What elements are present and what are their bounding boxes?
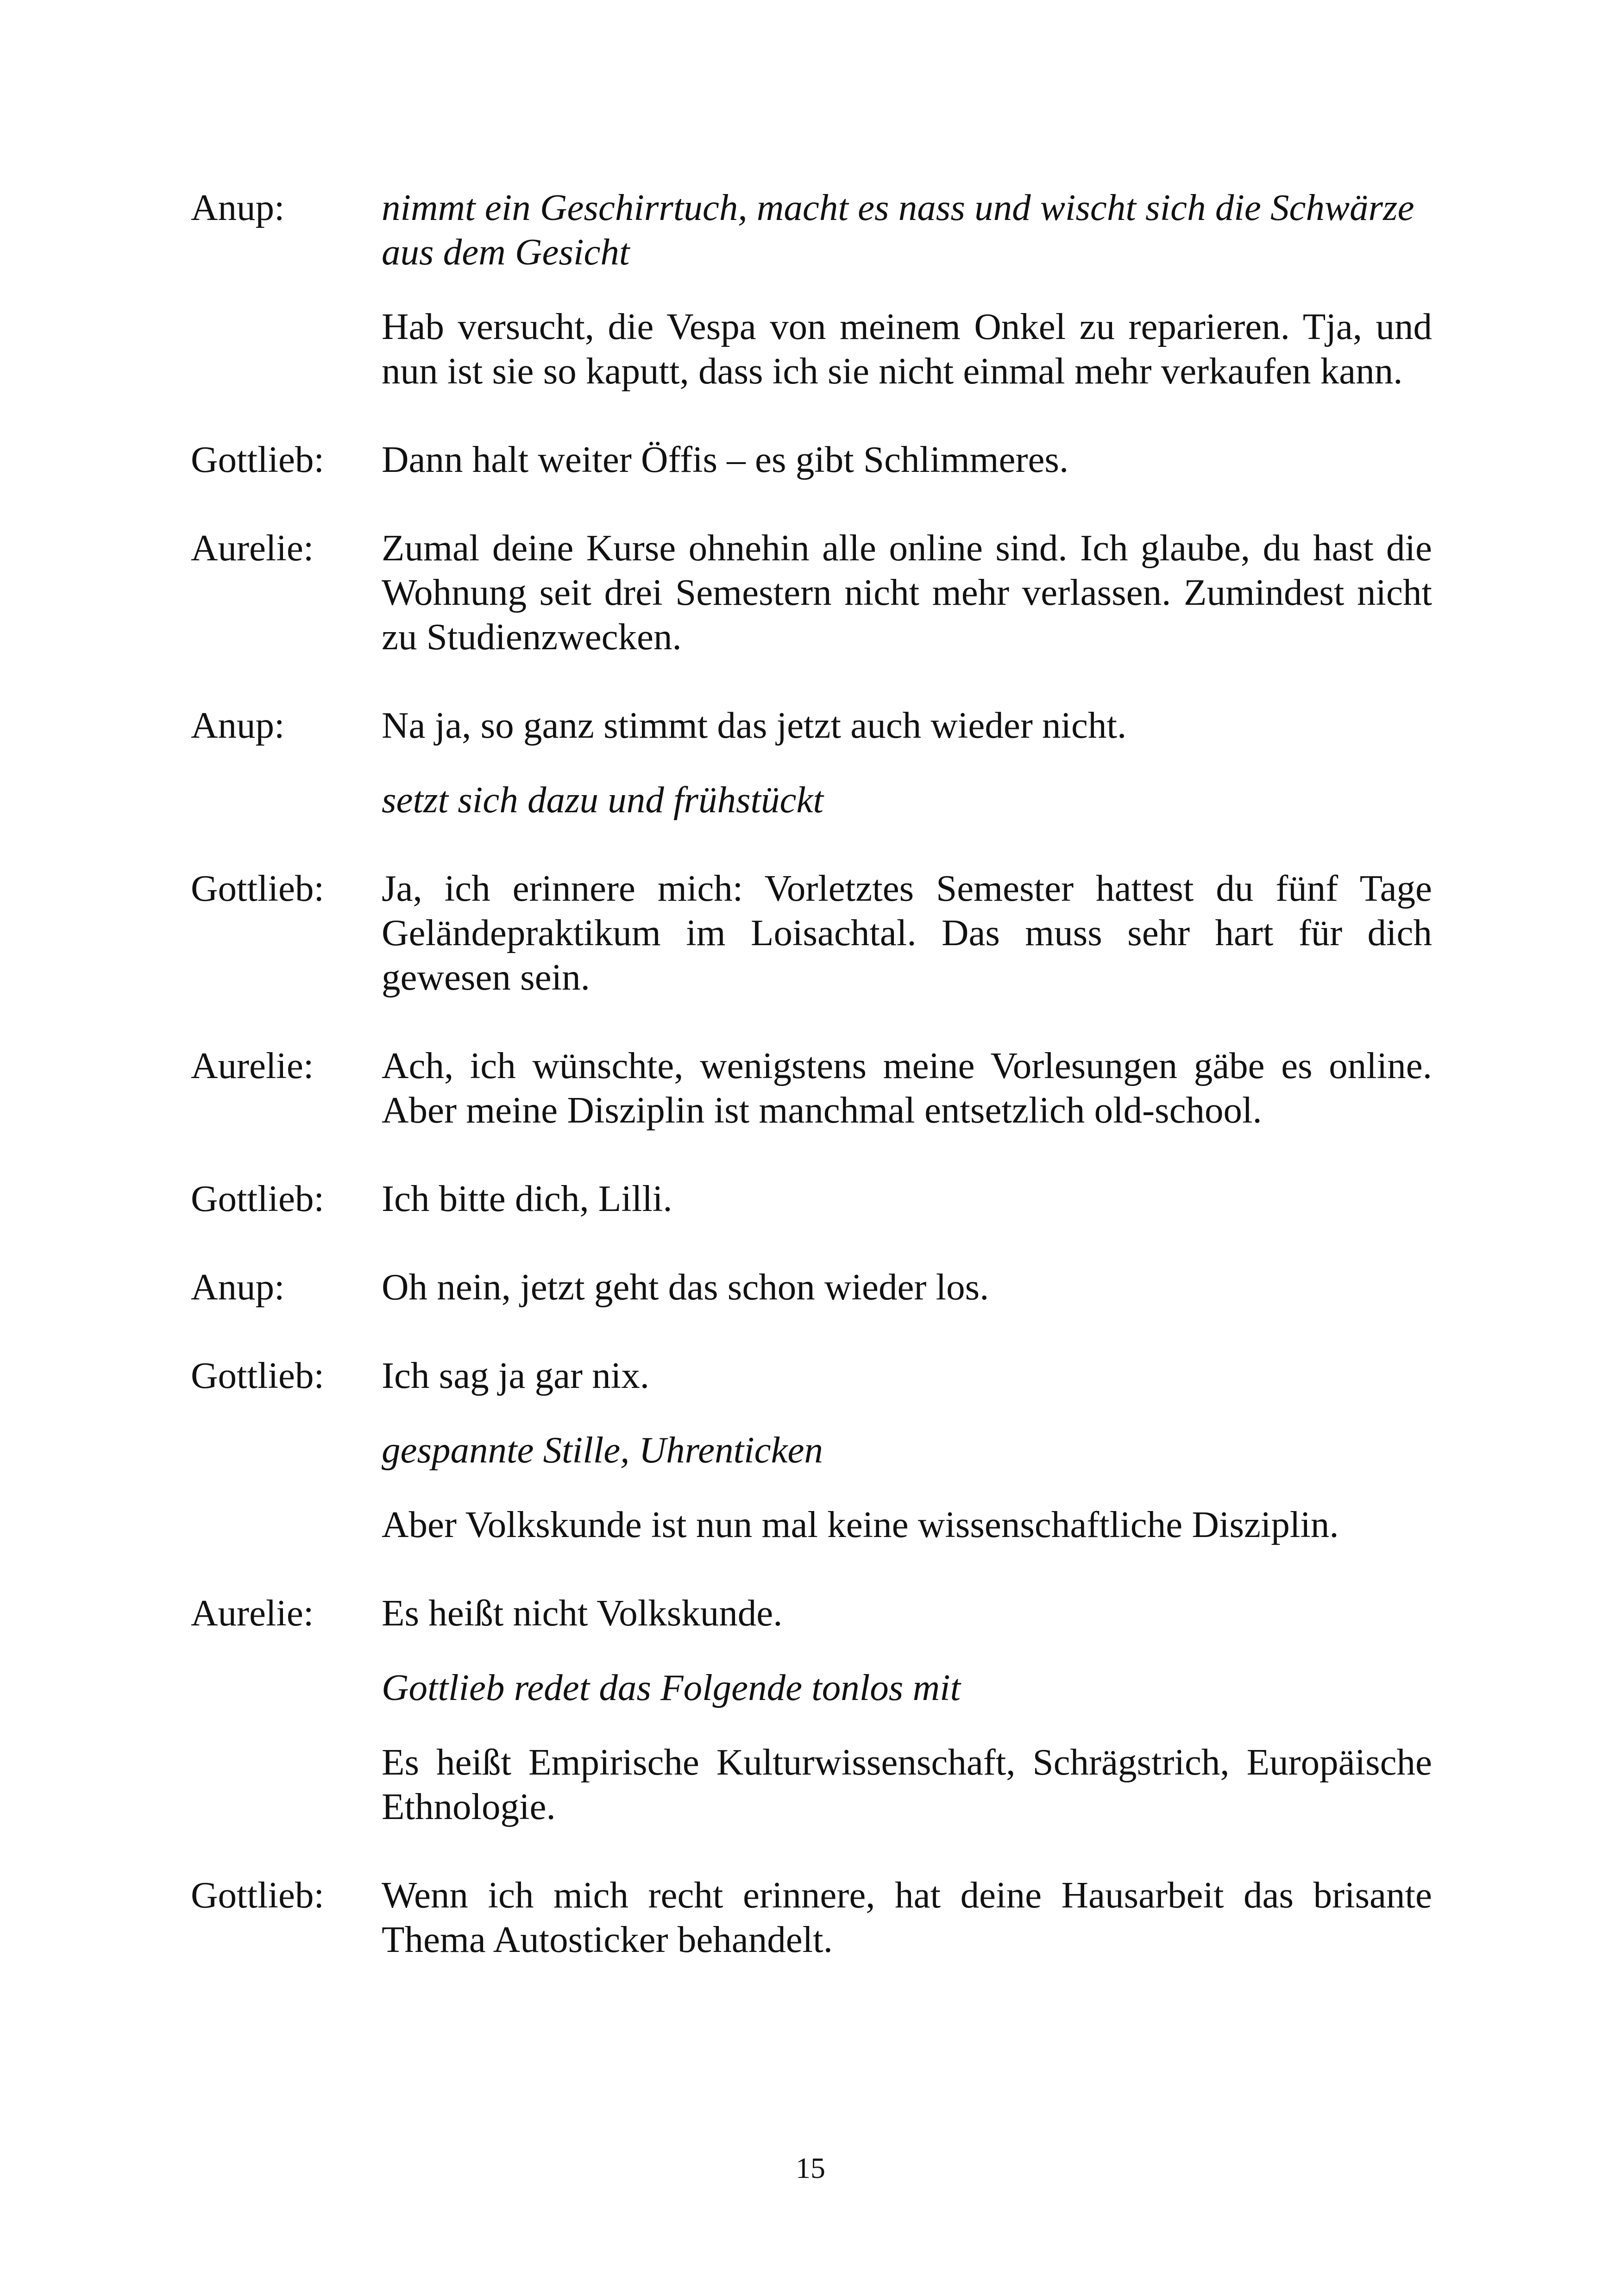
spoken-line: Zumal deine Kurse ohnehin alle online sind. Ich glaube, du hast die Wohnung seit drei Semestern nicht mehr verlassen. Zumindest nicht zu Studienzwecken.: [382, 527, 1432, 658]
dialogue-entry: [191, 185, 1432, 393]
dialogue-lines: [382, 703, 1432, 822]
stage-direction: nimmt ein Geschirrtuch, macht es nass und wischt sich die Schwärze aus dem Gesicht: [382, 187, 1414, 273]
dialogue-entry: [191, 1265, 1432, 1309]
speaker-name: Anup:: [191, 1266, 285, 1308]
dialogue-entry: [191, 1043, 1432, 1132]
speaker-name: Anup:: [191, 187, 285, 228]
spoken-line: Oh nein, jetzt geht das schon wieder los.: [382, 1266, 989, 1308]
speaker-name: Gottlieb:: [191, 1874, 324, 1916]
script-body: [191, 185, 1432, 2006]
spoken-line: Ach, ich wünschte, wenigstens meine Vorlesungen gäbe es online. Aber meine Disziplin ist manchmal entsetzlich old-school.: [382, 1045, 1432, 1131]
dialogue-entry: [191, 526, 1432, 659]
dialogue-lines: [382, 1353, 1432, 1547]
spoken-line: Es heißt nicht Volkskunde.: [382, 1592, 783, 1634]
spoken-line: Wenn ich mich recht erinnere, hat deine Hausarbeit das brisante Thema Autosticker behandelt.: [382, 1874, 1432, 1960]
dialogue-entry: [191, 866, 1432, 999]
speaker-name: Gottlieb:: [191, 1178, 324, 1219]
dialogue-lines: [382, 1265, 1432, 1309]
speaker-name: Aurelie:: [191, 1045, 314, 1086]
speaker-name: Gottlieb:: [191, 1355, 324, 1396]
dialogue-lines: [382, 1043, 1432, 1132]
speaker-name: Gottlieb:: [191, 439, 324, 480]
dialogue-entry: [191, 1591, 1432, 1829]
dialogue-entry: [191, 703, 1432, 822]
dialogue-lines: [382, 1873, 1432, 1962]
spoken-line: Ja, ich erinnere mich: Vorletztes Semester hattest du fünf Tage Geländepraktikum im Loisachtal. Das muss sehr hart für dich gewesen sein.: [382, 867, 1432, 998]
page-number: 15: [796, 2152, 825, 2184]
spoken-line: Aber Volkskunde ist nun mal keine wissenschaftliche Disziplin.: [382, 1504, 1339, 1545]
dialogue-lines: [382, 185, 1432, 393]
spoken-line: Ich bitte dich, Lilli.: [382, 1178, 672, 1219]
speaker-name: Aurelie:: [191, 1592, 314, 1634]
dialogue-lines: [382, 526, 1432, 659]
stage-direction: setzt sich dazu und frühstückt: [382, 779, 823, 821]
dialogue-entry: [191, 1353, 1432, 1547]
dialogue-entry: [191, 1176, 1432, 1221]
speaker-name: Anup:: [191, 704, 285, 746]
dialogue-entry: [191, 1873, 1432, 1962]
dialogue-lines: [382, 437, 1432, 482]
speaker-name: Aurelie:: [191, 527, 314, 569]
spoken-line: Es heißt Empirische Kulturwissenschaft, Schrägstrich, Europäische Ethnologie.: [382, 1741, 1432, 1827]
spoken-line: Hab versucht, die Vespa von meinem Onkel zu reparieren. Tja, und nun ist sie so kaputt, dass ich sie nicht einmal mehr verkaufen kann.: [382, 306, 1432, 392]
spoken-line: Na ja, so ganz stimmt das jetzt auch wieder nicht.: [382, 704, 1127, 746]
dialogue-lines: [382, 1591, 1432, 1829]
dialogue-entry: [191, 437, 1432, 482]
dialogue-lines: [382, 866, 1432, 999]
spoken-line: Ich sag ja gar nix.: [382, 1355, 650, 1396]
speaker-name: Gottlieb:: [191, 867, 324, 909]
stage-direction: gespannte Stille, Uhrenticken: [382, 1429, 823, 1471]
stage-direction: Gottlieb redet das Folgende tonlos mit: [382, 1667, 961, 1708]
dialogue-lines: [382, 1176, 1432, 1221]
spoken-line: Dann halt weiter Öffis – es gibt Schlimmeres.: [382, 439, 1069, 480]
